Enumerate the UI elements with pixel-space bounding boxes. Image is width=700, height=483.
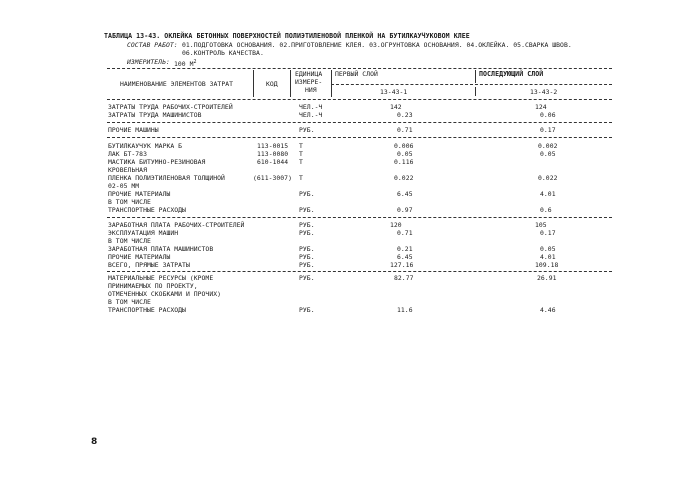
row-transport-name: ТРАНСПОРТНЫЕ РАСХОДЫ	[108, 206, 186, 214]
row-total-direct-name: ВСЕГО, ПРЯМЫЕ ЗАТРАТЫ	[108, 261, 190, 269]
col-header-next-layer: ПОСЛЕДУЮЩИЙ СЛОЙ	[479, 70, 544, 78]
row-labor-workers-v1: 142	[390, 103, 402, 111]
row-transport-unit: РУБ.	[299, 206, 315, 214]
row-other-materials-name-cont: В ТОМ ЧИСЛЕ	[108, 198, 151, 206]
composition-label: СОСТАВ РАБОТ:	[127, 41, 178, 49]
row-labor-workers-unit: ЧЕЛ.-Ч	[299, 103, 323, 111]
row-transport2-name: ТРАНСПОРТНЫЕ РАСХОДЫ	[108, 306, 186, 314]
composition-line-1: 01.ПОДГОТОВКА ОСНОВАНИЯ. 02.ПРИГОТОВЛЕНИЕ КЛЕЯ. 03.ОГРУНТОВКА ОСНОВАНИЯ. 04.ОКЛЕЙКА. 05.СВАРКА ШВОВ.	[182, 41, 572, 49]
row-lacquer-v1: 0.05	[397, 150, 413, 158]
row-other-materials-v2: 4.01	[540, 190, 556, 198]
row-wages-workers-v1: 120	[390, 221, 402, 229]
row-machine-ops-unit: РУБ.	[299, 229, 315, 237]
col-header-first-layer: ПЕРВЫЙ СЛОЙ	[335, 70, 378, 78]
meter-value: 100 $М^2$	[174, 59, 197, 69]
row-butyl-v1: 0.006	[394, 142, 414, 150]
col-header-name: НАИМЕНОВАНИЕ ЭЛЕМЕНТОВ ЗАТРАТ	[120, 80, 234, 88]
row-mastic-name: МАСТИКА БИТУМНО-РЕЗИНОВАЯ	[108, 158, 206, 166]
group-rule	[107, 122, 612, 123]
row-butyl-v2: 0.002	[538, 142, 558, 150]
row-wages-drivers-v1: 0.21	[397, 245, 413, 253]
row-lacquer-name: ЛАК БТ-783	[108, 150, 147, 158]
row-transport-v1: 0.97	[397, 206, 413, 214]
row-mastic-v1: 0.116	[394, 158, 414, 166]
row-other-materials2-v2: 4.01	[540, 253, 556, 261]
row-lacquer-code: 113-0080	[257, 150, 289, 158]
row-butyl-name: БУТИЛКАУЧУК МАРКА Б	[108, 142, 183, 150]
row-other-machines-v2: 0.17	[540, 126, 556, 134]
row-wages-drivers-name: ЗАРАБОТНАЯ ПЛАТА МАШИНИСТОВ	[108, 245, 214, 253]
group-rule	[107, 137, 612, 138]
row-labor-drivers-name: ЗАТРАТЫ ТРУДА МАШИНИСТОВ	[108, 111, 202, 119]
col-divider	[331, 70, 332, 97]
row-labor-workers-v2: 124	[535, 103, 547, 111]
row-film-v2: 0.022	[538, 174, 558, 182]
row-other-materials2-unit: РУБ.	[299, 253, 315, 261]
row-wages-workers-name: ЗАРАБОТНАЯ ПЛАТА РАБОЧИХ-СТРОИТЕЛЕЙ	[108, 221, 245, 229]
col-header-unit-3: НИЯ	[305, 86, 317, 94]
row-film-unit: Т	[299, 174, 303, 182]
col-divider	[475, 87, 476, 96]
row-butyl-code: 113-0015	[257, 142, 289, 150]
group-rule	[107, 271, 612, 272]
row-labor-drivers-v2: 0.06	[540, 111, 556, 119]
composition-line-2: 06.КОНТРОЛЬ КАЧЕСТВА.	[182, 49, 264, 57]
row-labor-workers-name: ЗАТРАТЫ ТРУДА РАБОЧИХ-СТРОИТЕЛЕЙ	[108, 103, 233, 111]
row-machine-ops-v2: 0.17	[540, 229, 556, 237]
row-other-materials2-name: ПРОЧИЕ МАТЕРИАЛЫ	[108, 253, 171, 261]
col-header-unit-2: ИЗМЕРЕ-	[295, 78, 323, 86]
row-other-machines-name: ПРОЧИЕ МАШИНЫ	[108, 126, 159, 134]
col-header-unit-1: ЕДИНИЦА	[295, 70, 323, 78]
row-mastic-name-cont: КРОВЕЛЬНАЯ	[108, 166, 147, 174]
col-header-next-code: 13-43-2	[530, 88, 558, 96]
row-mastic-unit: Т	[299, 158, 303, 166]
row-material-resources-name-4: В ТОМ ЧИСЛЕ	[108, 298, 151, 306]
header-mid-rule	[331, 84, 612, 85]
row-transport2-unit: РУБ.	[299, 306, 315, 314]
row-film-v1: 0.022	[394, 174, 414, 182]
header-top-rule	[107, 68, 612, 69]
row-material-resources-v1: 82.77	[394, 274, 414, 282]
row-film-code: (611-3007)	[253, 174, 292, 182]
table-title: ТАБЛИЦА 13-43. ОКЛЕЙКА БЕТОННЫХ ПОВЕРХНОСТЕЙ ПОЛИЭТИЛЕНОВОЙ ПЛЕНКОЙ НА БУТИЛКАУЧУКОВОМ КЛЕЕ	[104, 32, 470, 40]
page-number: 8	[91, 437, 98, 447]
header-bottom-rule	[107, 99, 612, 100]
row-film-name-cont: 02-05 ММ	[108, 182, 140, 190]
col-header-first-code: 13-43-1	[380, 88, 408, 96]
row-material-resources-name-3: ОТМЕЧЕННЫХ СКОБКАМИ И ПРОЧИХ)	[108, 290, 222, 298]
row-machine-ops-name: ЭКСПЛУАТАЦИЯ МАШИН	[108, 229, 179, 237]
row-material-resources-v2: 26.91	[537, 274, 557, 282]
row-material-resources-unit: РУБ.	[299, 274, 315, 282]
row-film-name: ПЛЕНКА ПОЛИЭТИЛЕНОВАЯ ТОЛЩИНОЙ	[108, 174, 225, 182]
row-transport-v2: 0.6	[540, 206, 552, 214]
col-divider	[290, 70, 291, 97]
row-other-materials-name: ПРОЧИЕ МАТЕРИАЛЫ	[108, 190, 171, 198]
row-labor-drivers-v1: 0.23	[397, 111, 413, 119]
row-wages-workers-v2: 105	[535, 221, 547, 229]
row-lacquer-v2: 0.05	[540, 150, 556, 158]
row-butyl-unit: Т	[299, 142, 303, 150]
row-total-direct-unit: РУБ.	[299, 261, 315, 269]
row-total-direct-v2: 109.18	[535, 261, 559, 269]
row-transport2-v2: 4.46	[540, 306, 556, 314]
row-other-machines-unit: РУБ.	[299, 126, 315, 134]
col-divider	[253, 70, 254, 97]
col-divider	[475, 70, 476, 83]
row-other-materials2-v1: 6.45	[397, 253, 413, 261]
row-other-machines-v1: 0.71	[397, 126, 413, 134]
row-labor-drivers-unit: ЧЕЛ.-Ч	[299, 111, 323, 119]
row-lacquer-unit: Т	[299, 150, 303, 158]
row-wages-workers-unit: РУБ.	[299, 221, 315, 229]
meter-label: ИЗМЕРИТЕЛЬ:	[127, 58, 170, 66]
row-other-materials-unit: РУБ.	[299, 190, 315, 198]
row-wages-drivers-unit: РУБ.	[299, 245, 315, 253]
row-mastic-code: 610-1044	[257, 158, 289, 166]
row-total-direct-v1: 127.16	[390, 261, 414, 269]
row-other-materials-v1: 6.45	[397, 190, 413, 198]
row-transport2-v1: 11.6	[397, 306, 413, 314]
row-machine-ops-v1: 0.71	[397, 229, 413, 237]
row-machine-ops-name-cont: В ТОМ ЧИСЛЕ	[108, 237, 151, 245]
group-rule	[107, 217, 612, 218]
row-material-resources-name-2: ПРИНИМАЕМЫХ ПО ПРОЕКТУ,	[108, 282, 198, 290]
row-material-resources-name: МАТЕРИАЛЬНЫЕ РЕСУРСЫ (КРОМЕ	[108, 274, 214, 282]
row-wages-drivers-v2: 0.05	[540, 245, 556, 253]
col-header-code: КОД	[266, 80, 278, 88]
